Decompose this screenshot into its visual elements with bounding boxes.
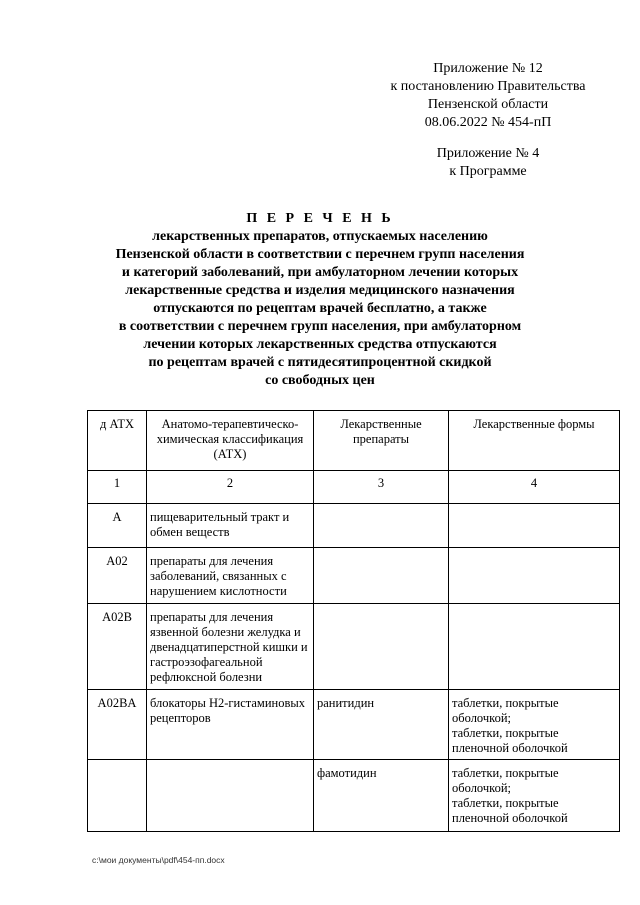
appendix-4-header [380, 145, 596, 181]
title-line: Пензенской области в соответствии с перечнем групп населения [115, 247, 525, 262]
table-row [88, 548, 620, 604]
appendix-4-line2: к Программе [449, 164, 527, 179]
atc-code-cell [88, 760, 147, 832]
table-row [88, 604, 620, 690]
forms-cell [449, 760, 620, 832]
header-atc-classification: Анатомо-терапевтическо-химическая классификация (АТХ) [147, 411, 314, 471]
table-number-row [88, 471, 620, 504]
atc-class-cell [147, 760, 314, 832]
title-line: и категорий заболеваний, при амбулаторном лечении которых [121, 265, 519, 280]
form-item: таблетки, покрытые пленочной оболочкой [452, 726, 568, 755]
header-drugs: Лекарственные препараты [314, 411, 449, 471]
appendix-12-line2: к постановлению Правительства [390, 79, 586, 94]
forms-cell [449, 548, 620, 604]
file-path-footer: c:\мои документы\pdf\454-пп.docx [92, 855, 225, 865]
table-row [88, 690, 620, 760]
column-number: 2 [147, 471, 314, 504]
drug-cell [314, 504, 449, 548]
atc-code-cell: А [88, 504, 147, 548]
title-main: П Е Р Е Ч Е Н Ь [246, 211, 394, 226]
atc-code-cell: A02 [88, 548, 147, 604]
title-line: лечении которых лекарственных средства отпускаются [143, 337, 497, 352]
column-number: 4 [449, 471, 620, 504]
column-number: 3 [314, 471, 449, 504]
atc-class-cell: препараты для лечения язвенной болезни желудка и двенадцатиперстной кишки и гастроэзофагеальной рефлюксной болезни [147, 604, 314, 690]
form-item: таблетки, покрытые оболочкой; [452, 766, 559, 795]
form-item: таблетки, покрытые пленочной оболочкой [452, 796, 568, 825]
drug-cell: ранитидин [314, 690, 449, 760]
title-line: отпускаются по рецептам врачей бесплатно, а также [153, 301, 487, 316]
title-line: со свободных цен [265, 373, 375, 388]
title-line: лекарственные средства и изделия медицинского назначения [125, 283, 515, 298]
appendix-12-line3: Пензенской области [427, 97, 549, 112]
atc-code-cell: A02BA [88, 690, 147, 760]
drug-cell [314, 548, 449, 604]
atc-class-cell: блокаторы Н2-гистаминовых рецепторов [147, 690, 314, 760]
drug-cell: фамотидин [314, 760, 449, 832]
document-title [110, 210, 530, 390]
appendix-4-line1: Приложение № 4 [436, 146, 540, 161]
title-line: лекарственных препаратов, отпускаемых населению [152, 229, 488, 244]
atc-class-cell: пищеварительный тракт и обмен веществ [147, 504, 314, 548]
appendix-12-line1: Приложение № 12 [433, 61, 543, 76]
table-header-row [88, 411, 620, 471]
form-item: таблетки, покрытые оболочкой; [452, 696, 559, 725]
header-atc-code: д АТХ [88, 411, 147, 471]
atc-code-cell: A02B [88, 604, 147, 690]
column-number: 1 [88, 471, 147, 504]
appendix-12-line4: 08.06.2022 № 454-пП [424, 115, 552, 130]
title-line: по рецептам врачей с пятидесятипроцентной скидкой [148, 355, 492, 370]
forms-cell [449, 604, 620, 690]
atc-class-cell: препараты для лечения заболеваний, связанных с нарушением кислотности [147, 548, 314, 604]
table-row [88, 504, 620, 548]
header-forms: Лекарственные формы [449, 411, 620, 471]
title-line: в соответствии с перечнем групп населения, при амбулаторном [118, 319, 522, 334]
forms-cell [449, 504, 620, 548]
drug-cell [314, 604, 449, 690]
table-row [88, 760, 620, 832]
drug-list-table [87, 410, 620, 832]
appendix-12-header [380, 60, 596, 132]
forms-cell [449, 690, 620, 760]
